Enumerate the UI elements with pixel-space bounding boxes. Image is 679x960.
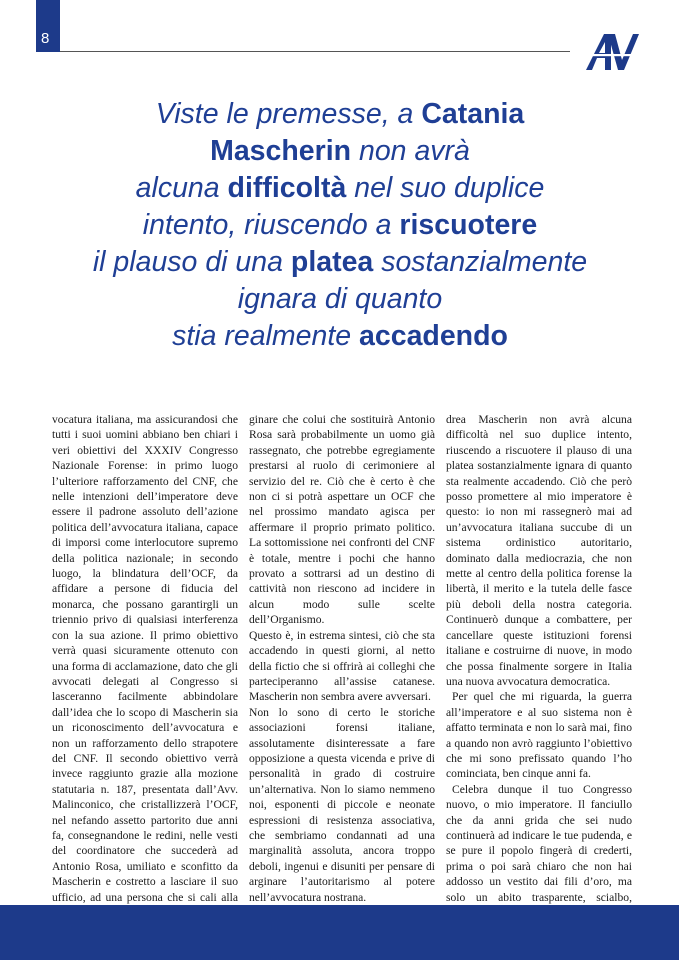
pullquote-line [60,96,620,133]
article-column-2 [249,412,435,904]
pullquote-text: non avrà [351,135,470,167]
pullquote [60,96,620,355]
article-paragraph: Per quel che mi riguarda, la guerra all’imperatore e al suo sistema non è affatto terminata e non lo sarà mai, fino a quando non avrò raggiunto l’obiettivo che mi sono prefissato quando l’ho cominciata, ben cinque anni fa. [446,690,632,781]
article-column-3 [446,412,632,904]
pullquote-line [60,318,620,355]
header-rule [60,51,570,52]
pullquote-text: nel suo duplice [346,172,545,204]
pullquote-text: Viste le premesse, a [155,98,422,130]
pullquote-text: il plauso di una [92,246,291,278]
article-paragraph: ginare che colui che sostituirà Antonio Rosa sarà probabilmente un uomo già rassegnato, che potrebbe egregiamente prestarsi al ruolo di cerimoniere al servizio del re. Ciò che è certo è che non ci si potrà aspettare un OCF che nel prossimo mandato agisca per affermare il proprio primato politico. La sottomissione nei confronti del CNF è totale, mentre i pochi che hanno provato a sottrarsi ad un destino di cattività non riescono ad incidere in alcun modo sulle scelte dell’Organismo. [249,413,435,627]
footer-band [0,905,679,960]
pullquote-text: sostanzialmente [373,246,588,278]
pullquote-text: ignara di quanto [237,283,443,315]
article-paragraph: Non lo sono di certo le storiche associazioni forensi italiane, assolutamente disinteressate a fare opposizione a questa vicenda e prive di personalità in grado di costruire un’alternativa. Non lo siamo nemmeno noi, esponenti di piccole e neonate espressioni di resistenza associativa, che sembriamo condannati ad una marginalità assoluta, ancora troppo deboli, ingenui e disuniti per pensare di arginare l’autoritarismo al potere nell’avvocatura nostrana. [249,705,435,904]
pullquote-line [60,133,620,170]
article-paragraph: drea Mascherin non avrà alcuna difficoltà nel suo duplice intento, riuscendo a riscuotere il plauso di una platea sostanzialmente ignara di quanto sta realmente accadendo. Ciò che però posso promettere al mio imperatore è questo: io non mi rassegnerò mai ad un’avvocatura italiana succube di un sistema ordinistico autoritario, dominato dalla mediocrazia, che non mette al centro della politica forense la libertà, il merito e la tutela delle fasce più deboli della nostra categoria. Continuerò dunque a combattere, per cancellare queste istituzioni forensi italiane e costruirne di nuove, in modo che possa finalmente sorgere in Italia una nuova avvocatura democratica. [446,413,632,688]
pullquote-line [60,170,620,207]
article-paragraph: Questo è, in estrema sintesi, ciò che sta accadendo in questi giorni, al netto della fictio che si offrirà ai colleghi che parteciperanno all’assise catanese. Mascherin non sembra avere avversari. [249,628,435,704]
pullquote-text: alcuna [135,172,228,204]
av-logo-icon [584,30,640,74]
pullquote-emphasis: difficoltà [227,172,347,204]
pullquote-text: stia realmente [172,320,360,352]
pullquote-line [60,281,620,318]
pullquote-emphasis: platea [290,246,374,278]
page-number: 8 [41,30,50,47]
article-column-1 [52,412,238,904]
pullquote-emphasis: Catania [421,98,525,130]
pullquote-line [60,207,620,244]
pullquote-emphasis: accadendo [359,320,508,352]
pullquote-line [60,244,620,281]
pullquote-emphasis: Mascherin [210,135,352,167]
article-body [52,412,632,904]
pullquote-emphasis: riscuotere [399,209,538,241]
article-paragraph: Celebra dunque il tuo Congresso nuovo, o mio imperatore. Il fanciullo che da anni grida che sei nudo continuerà ad indicare le tue pudenda, e se pure il popolo fingerà di crederti, prima o poi sarà chiaro che non hai addosso un vestito dai fili d’oro, ma solo un abito trasparente, scialbo, [446,782,632,904]
pullquote-text: intento, riuscendo a [142,209,400,241]
article-paragraph: vocatura italiana, ma assicurandosi che tutti i suoi uomini abbiano ben chiari i veri obiettivi del XXXIV Congresso Nazionale Forense: in primo luogo l’ulteriore rafforzamento del CNF, che nelle intenzioni dell’imperatore deve essere il padrone assoluto dell’azione politica dell’avvocatura italiana, capace di imporsi come interlocutore supremo della politica nazionale; in secondo luogo, la blindatura dell’OCF, da affidare a persone di fiducia del monarca, che possano garantirgli un triennio privo di qualsiasi interferenza con la sua azione. Il primo obiettivo verrà quasi sicuramente ottenuto con una forma di acclamazione, dato che gli avvocati delegati al Congresso si lasceranno facilmente abbindolare dall’idea che lo scopo di Mascherin sia un riconoscimento dell’avvocatura e non un rafforzamento dello strapotere del CNF. Il secondo obiettivo verrà invece raggiunto grazie alla mozione statutaria n. 187, presentata dall’Avv. Malinconico, che cristallizzerà l’OCF, nel nefando assetto partorito due anni fa, consegnandone le redini, nelle vesti del coordinatore che succederà ad Antonio Rosa, umiliato e sconfitto da Mascherin e costretto a lasciare il suo ufficio, ad una persona che si cali alla [52,413,238,904]
